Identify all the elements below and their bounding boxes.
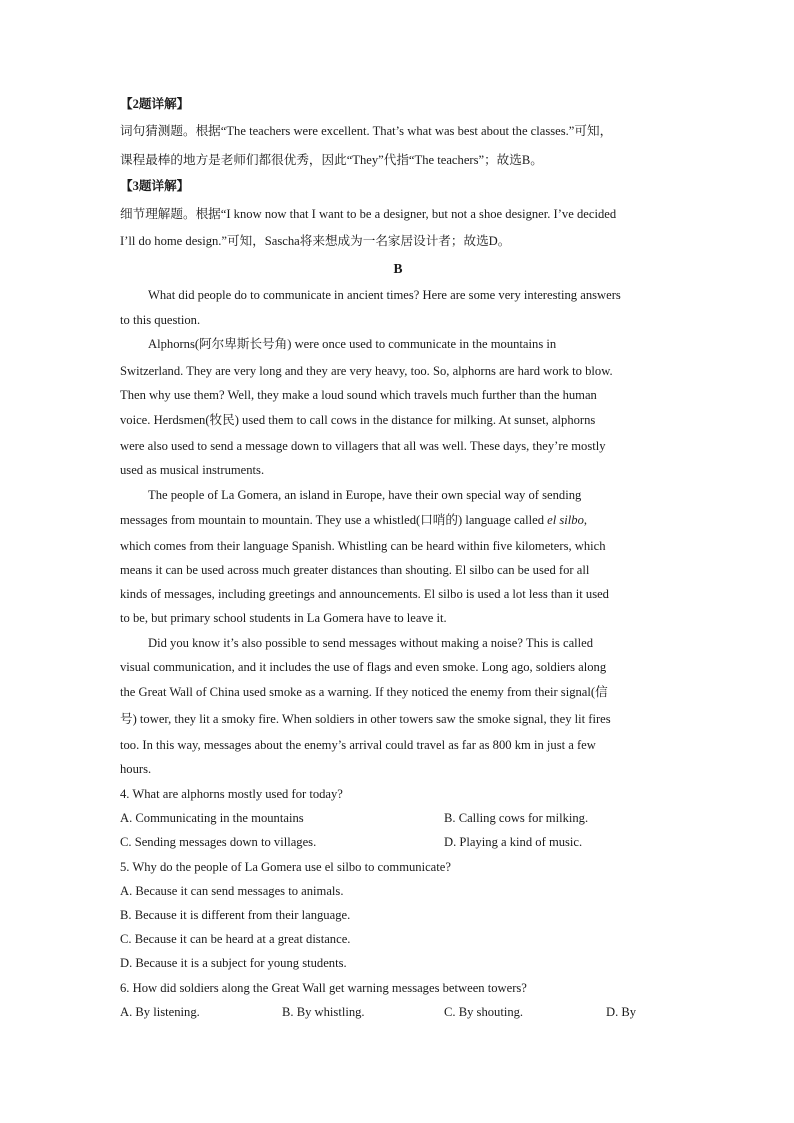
passage-p4-line: hours. — [120, 762, 152, 776]
passage-p2-line: voice. Herdsmen(牧民) used them to call cows in the distance for milking. At sunset, alphorns — [120, 413, 596, 427]
q3-explanation-line-1: 细节理解题。根据“I know now that I want to be a designer, but not a shoe designer. I’ve decided — [120, 207, 617, 221]
passage-p3-line: means it can be used across much greater distances than shouting. El silbo can be used for all — [120, 563, 590, 577]
question-6-option-c: C. By shouting. — [444, 1005, 524, 1019]
passage-p4-line: too. In this way, messages about the enemy’s arrival could travel as far as 800 km in just a few — [120, 738, 596, 752]
question-6-option-d: D. By — [606, 1005, 637, 1019]
passage-p3-text: messages from mountain to mountain. They use a whistled(口哨的) language called — [120, 513, 548, 527]
question-5-option-a: A. Because it can send messages to animals. — [120, 884, 344, 898]
q2-explanation-line-1: 词句猜测题。根据“The teachers were excellent. That’s what was best about the classes.”可知， — [120, 124, 613, 138]
question-4-option-d: D. Playing a kind of music. — [444, 835, 583, 849]
passage-p3-line: The people of La Gomera, an island in Europe, have their own special way of sending — [148, 488, 582, 502]
passage-p2-line: Switzerland. They are very long and they are very heavy, too. So, alphorns are hard work to blow. — [120, 364, 613, 378]
section-heading: B — [393, 261, 403, 276]
passage-p1-line: What did people do to communicate in ancient times? Here are some very interesting answers — [148, 288, 621, 302]
q2-explanation-header: 【2题详解】 — [120, 97, 190, 111]
q3-explanation-line-2: I’ll do home design.”可知，Sascha将来想成为一名家居设计者；故选D。 — [120, 234, 511, 248]
question-5-option-d: D. Because it is a subject for young students. — [120, 956, 347, 970]
question-6-stem: 6. How did soldiers along the Great Wall get warning messages between towers? — [120, 981, 527, 995]
passage-p3-comma: , — [583, 513, 588, 527]
passage-p3-line: to be, but primary school students in La Gomera have to leave it. — [120, 611, 447, 625]
passage-p2-line: were also used to send a message down to villagers that all was well. These days, they’re mostly — [120, 439, 606, 453]
passage-p4-line: Did you know it’s also possible to send messages without making a noise? This is called — [148, 636, 594, 650]
passage-p4-line: the Great Wall of China used smoke as a warning. If they noticed the enemy from their signal(信 — [120, 685, 608, 699]
question-4-option-c: C. Sending messages down to villages. — [120, 835, 317, 849]
question-4-stem: 4. What are alphorns mostly used for today? — [120, 787, 343, 801]
question-6-option-a: A. By listening. — [120, 1005, 200, 1019]
question-5-option-b: B. Because it is different from their language. — [120, 908, 351, 922]
question-6-option-b: B. By whistling. — [282, 1005, 365, 1019]
passage-p3-line: which comes from their language Spanish. Whistling can be heard within five kilometers, which — [120, 539, 606, 553]
passage-p3-line-with-term — [120, 512, 587, 528]
passage-p4-line: visual communication, and it includes the use of flags and even smoke. Long ago, soldiers along — [120, 660, 607, 674]
question-4-option-b: B. Calling cows for milking. — [444, 811, 589, 825]
passage-p2-line: Then why use them? Well, they make a loud sound which travels much further than the human — [120, 388, 597, 402]
el-silbo-term: el silbo — [547, 513, 584, 527]
passage-p2-line: used as musical instruments. — [120, 463, 265, 477]
passage-p3-line: kinds of messages, including greetings and announcements. El silbo is used a lot less than it used — [120, 587, 609, 601]
question-5-option-c: C. Because it can be heard at a great distance. — [120, 932, 351, 946]
question-4-option-a: A. Communicating in the mountains — [120, 811, 304, 825]
passage-p1-line: to this question. — [120, 313, 201, 327]
passage-p4-line: 号) tower, they lit a smoky fire. When soldiers in other towers saw the smoke signal, they lit fires — [120, 712, 611, 726]
question-5-stem: 5. Why do the people of La Gomera use el silbo to communicate? — [120, 860, 451, 874]
q3-explanation-header: 【3题详解】 — [120, 179, 190, 193]
q2-explanation-line-2: 课程最棒的地方是老师们都很优秀，因此“They”代指“The teachers”；故选B。 — [120, 153, 543, 167]
passage-p2-line: Alphorns(阿尔卑斯长号角) were once used to communicate in the mountains in — [148, 337, 557, 351]
